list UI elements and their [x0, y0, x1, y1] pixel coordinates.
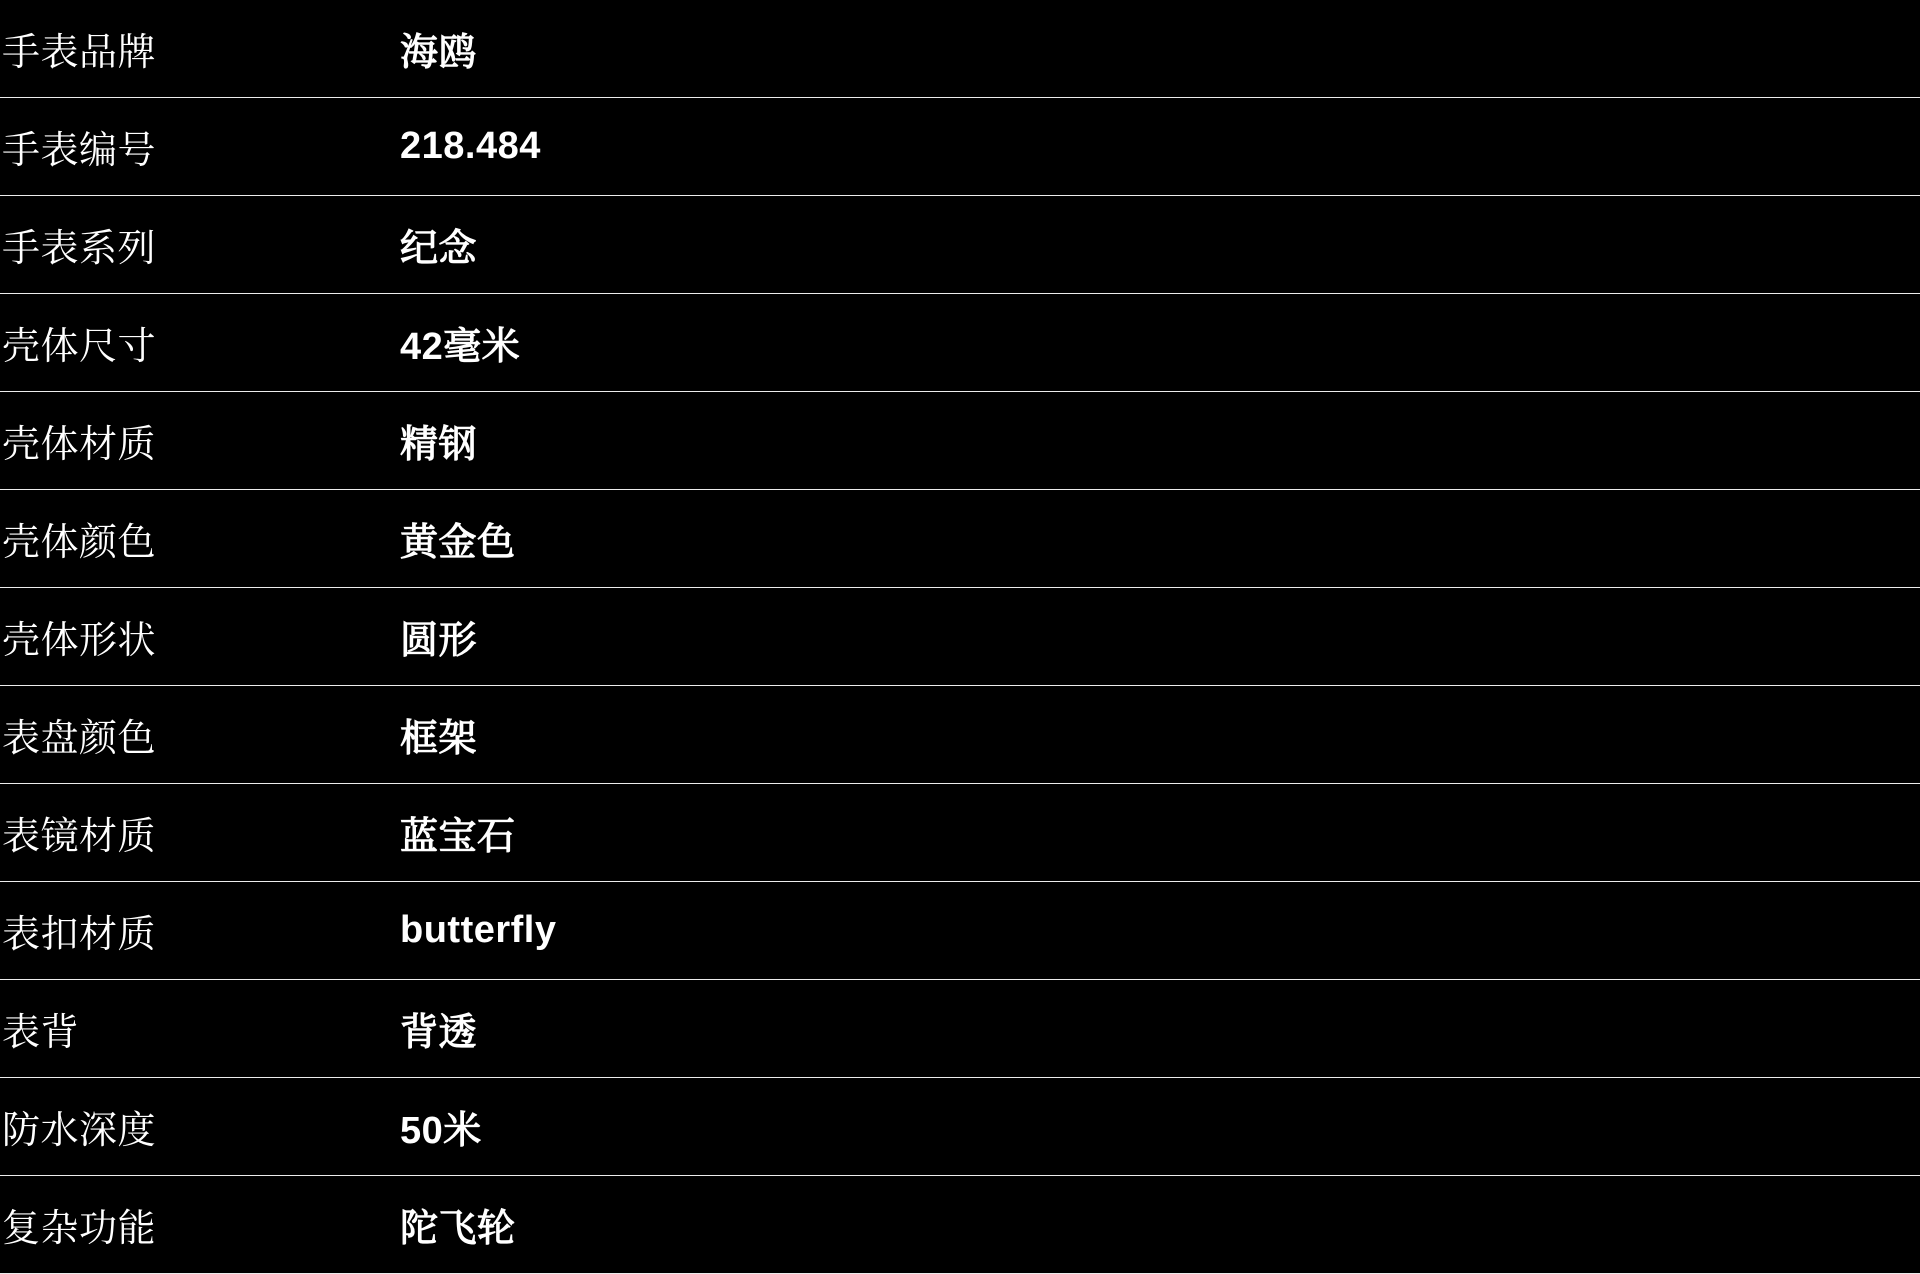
spec-row-water-resistance — [0, 1078, 1920, 1176]
spec-row-dial-color — [0, 686, 1920, 784]
spec-value-model-number: 218.484 — [400, 125, 541, 167]
spec-label-dial-color: 表盘颜色 — [2, 718, 157, 760]
spec-row-case-color — [0, 490, 1920, 588]
spec-value-crystal-material: 蓝宝石 — [400, 816, 516, 858]
spec-row-case-size — [0, 294, 1920, 392]
spec-value-dial-color: 框架 — [400, 718, 478, 760]
spec-label-series: 手表系列 — [2, 228, 157, 270]
spec-value-case-shape: 圆形 — [400, 620, 478, 662]
spec-label-clasp-material: 表扣材质 — [2, 914, 157, 956]
spec-value-case-size: 42毫米 — [400, 326, 521, 368]
spec-label-case-material: 壳体材质 — [2, 424, 157, 466]
spec-label-brand: 手表品牌 — [2, 32, 157, 74]
spec-label-model-number: 手表编号 — [2, 130, 157, 172]
spec-label-water-resistance: 防水深度 — [2, 1110, 157, 1152]
spec-row-crystal-material — [0, 784, 1920, 882]
spec-label-case-back: 表背 — [2, 1012, 80, 1054]
spec-value-case-color: 黄金色 — [400, 522, 516, 564]
spec-row-brand — [0, 0, 1920, 98]
spec-label-case-shape: 壳体形状 — [2, 620, 157, 662]
spec-value-complications: 陀飞轮 — [400, 1208, 516, 1250]
spec-label-complications: 复杂功能 — [2, 1208, 157, 1250]
spec-label-crystal-material: 表镜材质 — [2, 816, 157, 858]
spec-value-clasp-material: butterfly — [400, 909, 557, 951]
spec-label-case-color: 壳体颜色 — [2, 522, 157, 564]
spec-row-case-material — [0, 392, 1920, 490]
spec-row-clasp-material — [0, 882, 1920, 980]
spec-value-case-material: 精钢 — [400, 424, 478, 466]
spec-value-series: 纪念 — [400, 228, 478, 270]
spec-row-complications — [0, 1176, 1920, 1274]
spec-value-case-back: 背透 — [400, 1012, 478, 1054]
spec-value-brand: 海鸥 — [400, 32, 478, 74]
spec-row-case-back — [0, 980, 1920, 1078]
spec-row-series — [0, 196, 1920, 294]
spec-value-water-resistance: 50米 — [400, 1110, 482, 1152]
spec-label-case-size: 壳体尺寸 — [2, 326, 157, 368]
spec-row-case-shape — [0, 588, 1920, 686]
spec-row-model-number — [0, 98, 1920, 196]
